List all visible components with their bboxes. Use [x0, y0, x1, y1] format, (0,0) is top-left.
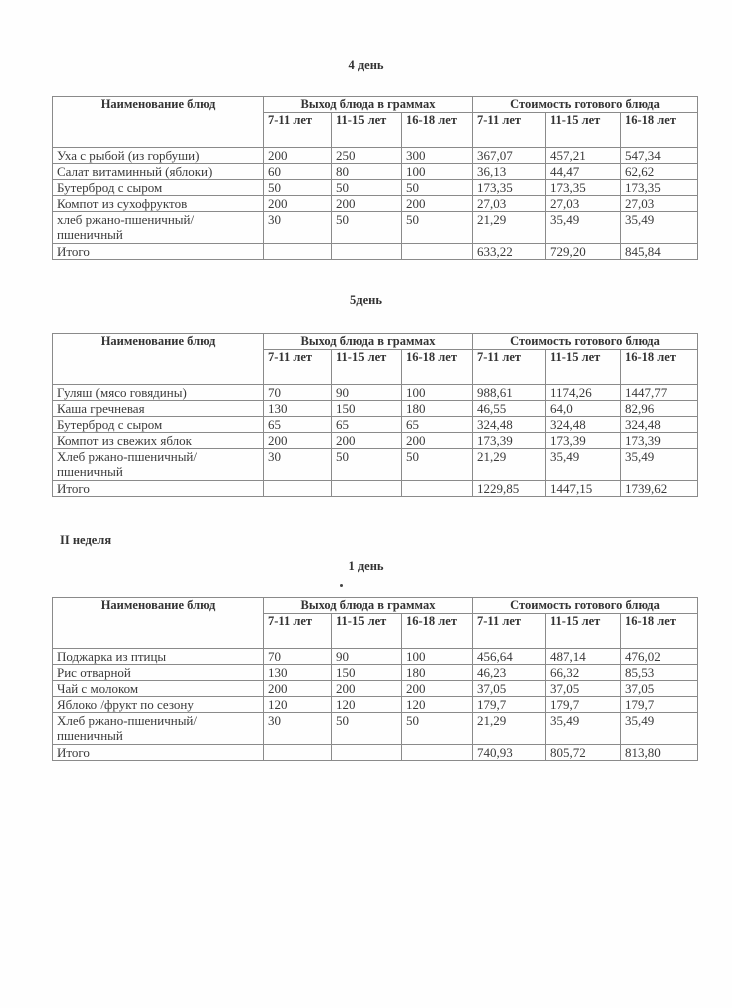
total-row — [53, 745, 698, 761]
header-cost-group: Стоимость готового блюда — [473, 334, 698, 350]
total-label: Итого — [53, 481, 264, 497]
dish-name: Уха с рыбой (из горбуши) — [53, 148, 264, 164]
dish-name: Чай с молоком — [53, 681, 264, 697]
header-dish-name: Наименование блюд — [53, 598, 264, 649]
yield-cell: 120 — [332, 697, 402, 713]
cost-cell: 46,23 — [473, 665, 546, 681]
dish-name: Яблоко /фрукт по сезону — [53, 697, 264, 713]
cost-cell: 487,14 — [546, 649, 621, 665]
header-yield-group: Выход блюда в граммах — [264, 598, 473, 614]
cost-cell: 179,7 — [546, 697, 621, 713]
yield-cell: 120 — [402, 697, 473, 713]
yield-cell: 200 — [402, 681, 473, 697]
yield-cell: 50 — [402, 713, 473, 745]
cost-cell: 367,07 — [473, 148, 546, 164]
menu-table-week2-day1 — [52, 597, 698, 761]
dish-name: Рис отварной — [53, 665, 264, 681]
dish-name: Салат витаминный (яблоки) — [53, 164, 264, 180]
yield-cell: 200 — [402, 433, 473, 449]
cost-cell: 179,7 — [621, 697, 698, 713]
total-cost: 1447,15 — [546, 481, 621, 497]
cost-cell: 547,34 — [621, 148, 698, 164]
header-dish-name: Наименование блюд — [53, 334, 264, 385]
header-age: 7-11 лет — [473, 350, 546, 385]
header-age: 7-11 лет — [473, 614, 546, 649]
scan-speck — [340, 584, 343, 587]
cost-cell: 173,35 — [621, 180, 698, 196]
cost-cell: 35,49 — [621, 212, 698, 244]
yield-cell: 50 — [264, 180, 332, 196]
yield-cell: 65 — [402, 417, 473, 433]
cost-cell: 476,02 — [621, 649, 698, 665]
yield-cell: 50 — [402, 180, 473, 196]
table-row — [53, 385, 698, 401]
header-age: 7-11 лет — [473, 113, 546, 148]
yield-cell — [264, 481, 332, 497]
cost-cell: 27,03 — [546, 196, 621, 212]
dish-name: Компот из сухофруктов — [53, 196, 264, 212]
dish-name: хлеб ржано-пшеничный/пшеничный — [53, 212, 264, 244]
yield-cell: 50 — [332, 212, 402, 244]
yield-cell: 200 — [264, 681, 332, 697]
cost-cell: 324,48 — [546, 417, 621, 433]
cost-cell: 173,35 — [546, 180, 621, 196]
total-row — [53, 244, 698, 260]
yield-cell — [402, 481, 473, 497]
yield-cell: 50 — [402, 212, 473, 244]
cost-cell: 27,03 — [473, 196, 546, 212]
yield-cell: 100 — [402, 164, 473, 180]
table-row — [53, 148, 698, 164]
yield-cell: 50 — [332, 449, 402, 481]
dish-name: Хлеб ржано-пшеничный/пшеничный — [53, 713, 264, 745]
yield-cell: 300 — [402, 148, 473, 164]
dish-name: Хлеб ржано-пшеничный/пшеничный — [53, 449, 264, 481]
cost-cell: 35,49 — [546, 713, 621, 745]
yield-cell: 130 — [264, 665, 332, 681]
cost-cell: 173,35 — [473, 180, 546, 196]
header-age: 11-15 лет — [546, 614, 621, 649]
yield-cell — [332, 244, 402, 260]
table-row — [53, 697, 698, 713]
yield-cell: 30 — [264, 449, 332, 481]
yield-cell: 65 — [332, 417, 402, 433]
total-cost: 740,93 — [473, 745, 546, 761]
total-cost: 813,80 — [621, 745, 698, 761]
yield-cell: 250 — [332, 148, 402, 164]
yield-cell: 30 — [264, 713, 332, 745]
cost-cell: 179,7 — [473, 697, 546, 713]
yield-cell: 150 — [332, 401, 402, 417]
yield-cell: 100 — [402, 649, 473, 665]
table-row — [53, 649, 698, 665]
cost-cell: 173,39 — [546, 433, 621, 449]
cost-cell: 64,0 — [546, 401, 621, 417]
header-age: 11-15 лет — [332, 113, 402, 148]
cost-cell: 324,48 — [473, 417, 546, 433]
header-age: 16-18 лет — [621, 113, 698, 148]
dish-name: Бутерброд с сыром — [53, 417, 264, 433]
header-age: 16-18 лет — [402, 113, 473, 148]
header-yield-group: Выход блюда в граммах — [264, 97, 473, 113]
cost-cell: 35,49 — [621, 449, 698, 481]
yield-cell: 70 — [264, 649, 332, 665]
yield-cell: 50 — [332, 713, 402, 745]
cost-cell: 173,39 — [621, 433, 698, 449]
yield-cell: 200 — [264, 196, 332, 212]
cost-cell: 27,03 — [621, 196, 698, 212]
header-age: 16-18 лет — [621, 614, 698, 649]
header-age: 7-11 лет — [264, 113, 332, 148]
yield-cell — [402, 745, 473, 761]
yield-cell: 200 — [332, 681, 402, 697]
day-title: 5день — [350, 293, 382, 307]
cost-cell: 21,29 — [473, 713, 546, 745]
header-cost-group: Стоимость готового блюда — [473, 598, 698, 614]
total-label: Итого — [53, 244, 264, 260]
cost-cell: 21,29 — [473, 449, 546, 481]
total-cost: 845,84 — [621, 244, 698, 260]
cost-cell: 82,96 — [621, 401, 698, 417]
yield-cell: 200 — [264, 148, 332, 164]
yield-cell: 180 — [402, 665, 473, 681]
header-age: 11-15 лет — [332, 350, 402, 385]
cost-cell: 35,49 — [546, 449, 621, 481]
total-cost: 1739,62 — [621, 481, 698, 497]
menu-table-day4 — [52, 96, 698, 260]
cost-cell: 35,49 — [621, 713, 698, 745]
yield-cell: 100 — [402, 385, 473, 401]
yield-cell: 30 — [264, 212, 332, 244]
cost-cell: 457,21 — [546, 148, 621, 164]
total-cost: 1229,85 — [473, 481, 546, 497]
total-row — [53, 481, 698, 497]
dish-name: Гуляш (мясо говядины) — [53, 385, 264, 401]
menu-table-day5 — [52, 333, 698, 497]
header-age: 7-11 лет — [264, 350, 332, 385]
table-row — [53, 449, 698, 481]
yield-cell: 130 — [264, 401, 332, 417]
cost-cell: 1174,26 — [546, 385, 621, 401]
table-row — [53, 665, 698, 681]
cost-cell: 36,13 — [473, 164, 546, 180]
cost-cell: 85,53 — [621, 665, 698, 681]
yield-cell: 80 — [332, 164, 402, 180]
header-age: 11-15 лет — [546, 350, 621, 385]
day-title: 4 день — [348, 58, 384, 72]
yield-cell — [332, 745, 402, 761]
header-age: 11-15 лет — [546, 113, 621, 148]
table-row — [53, 180, 698, 196]
yield-cell: 65 — [264, 417, 332, 433]
cost-cell: 62,62 — [621, 164, 698, 180]
day-title: 1 день — [348, 559, 384, 573]
yield-cell: 120 — [264, 697, 332, 713]
header-age: 7-11 лет — [264, 614, 332, 649]
yield-cell: 70 — [264, 385, 332, 401]
header-cost-group: Стоимость готового блюда — [473, 97, 698, 113]
cost-cell: 988,61 — [473, 385, 546, 401]
header-age: 16-18 лет — [402, 350, 473, 385]
yield-cell — [402, 244, 473, 260]
cost-cell: 324,48 — [621, 417, 698, 433]
yield-cell: 180 — [402, 401, 473, 417]
table-row — [53, 433, 698, 449]
table-row — [53, 681, 698, 697]
cost-cell: 46,55 — [473, 401, 546, 417]
yield-cell — [264, 745, 332, 761]
table-row — [53, 196, 698, 212]
yield-cell: 50 — [402, 449, 473, 481]
yield-cell — [264, 244, 332, 260]
week-title: II неделя — [60, 533, 112, 547]
cost-cell: 35,49 — [546, 212, 621, 244]
header-age: 16-18 лет — [402, 614, 473, 649]
dish-name: Поджарка из птицы — [53, 649, 264, 665]
table-row — [53, 417, 698, 433]
table-row — [53, 713, 698, 745]
table-row — [53, 164, 698, 180]
yield-cell: 90 — [332, 649, 402, 665]
dish-name: Компот из свежих яблок — [53, 433, 264, 449]
header-age: 16-18 лет — [621, 350, 698, 385]
total-label: Итого — [53, 745, 264, 761]
table-row — [53, 212, 698, 244]
yield-cell: 60 — [264, 164, 332, 180]
cost-cell: 37,05 — [546, 681, 621, 697]
cost-cell: 21,29 — [473, 212, 546, 244]
dish-name: Бутерброд с сыром — [53, 180, 264, 196]
cost-cell: 66,32 — [546, 665, 621, 681]
cost-cell: 456,64 — [473, 649, 546, 665]
total-cost: 729,20 — [546, 244, 621, 260]
header-dish-name: Наименование блюд — [53, 97, 264, 148]
yield-cell: 200 — [332, 433, 402, 449]
table-row — [53, 401, 698, 417]
yield-cell — [332, 481, 402, 497]
dish-name: Каша гречневая — [53, 401, 264, 417]
total-cost: 633,22 — [473, 244, 546, 260]
cost-cell: 44,47 — [546, 164, 621, 180]
header-age: 11-15 лет — [332, 614, 402, 649]
total-cost: 805,72 — [546, 745, 621, 761]
yield-cell: 150 — [332, 665, 402, 681]
cost-cell: 37,05 — [473, 681, 546, 697]
yield-cell: 90 — [332, 385, 402, 401]
cost-cell: 173,39 — [473, 433, 546, 449]
cost-cell: 1447,77 — [621, 385, 698, 401]
yield-cell: 200 — [402, 196, 473, 212]
header-yield-group: Выход блюда в граммах — [264, 334, 473, 350]
yield-cell: 200 — [264, 433, 332, 449]
cost-cell: 37,05 — [621, 681, 698, 697]
yield-cell: 50 — [332, 180, 402, 196]
yield-cell: 200 — [332, 196, 402, 212]
